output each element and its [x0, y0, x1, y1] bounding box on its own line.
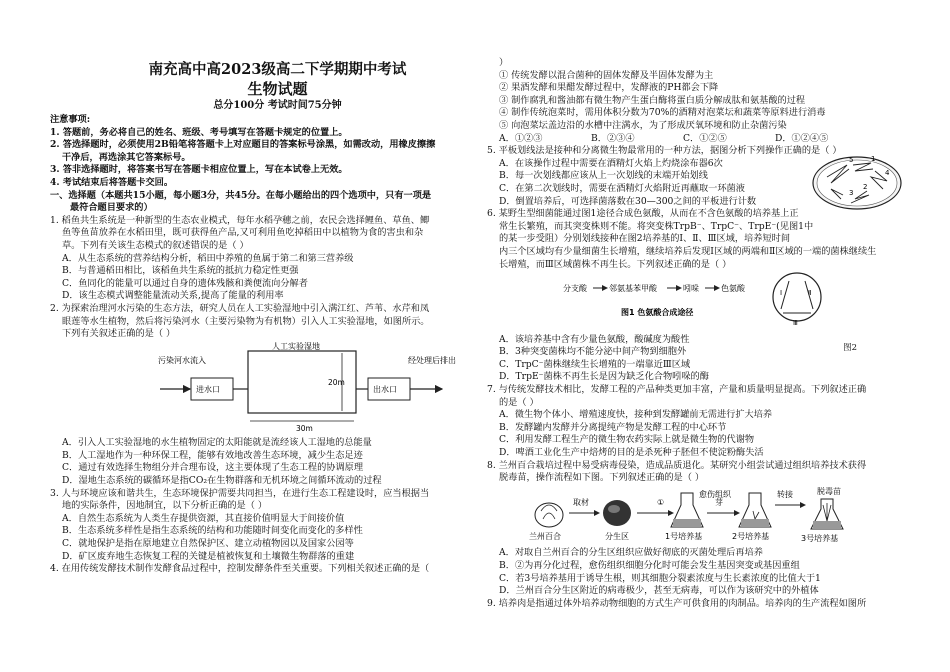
- question-5: [487, 145, 905, 208]
- question-stem: 9. 培养肉是指通过体外培养动物细胞的方式生产可供食用的肉制品。培养肉的生产流程如图所: [487, 597, 867, 609]
- exam-title: 南充高中高2023级高二下学期期中考试: [148, 61, 407, 78]
- option-d: D．矿区废弃地生态恢复工程的关键是植被恢复和土壤微生物群落的重建: [62, 550, 355, 562]
- note-item: 1. 答题前，务必将自己的姓名、班级、考号填写在答题卡规定的位置上。: [50, 126, 348, 138]
- height-label: 20m: [328, 377, 345, 387]
- figure1-caption: 图1 色氨酸合成途径: [621, 308, 694, 318]
- note-item: 3. 答非选择题时，将答案书写在答题卡相应位置上，写在本试卷上无效。: [50, 164, 348, 176]
- option-c: C．利用发酵工程生产的微生物农药实际上就是微生物的代谢物: [499, 434, 755, 446]
- zone-label: Ⅰ: [780, 289, 783, 298]
- option-d: D．兰州百合分生区附近的病毒极少，甚至无病毒，可以作为该研究中的外植体: [499, 585, 819, 597]
- question-stem: 8. 兰州百合栽培过程中易受病毒侵染，造成品质退化。某研究小组尝试通过组织培养技术获得: [487, 459, 867, 471]
- section-heading-cont: 最符合题目要求的）: [70, 202, 153, 214]
- flow-stage: 兰州百合: [529, 531, 561, 541]
- option-d: D．①②④⑤: [775, 132, 829, 144]
- option-d: D．TrpE⁻菌株不再生长是因为缺乏化合物吲哚的酶: [499, 371, 709, 383]
- option-d: D．该生态模式调整能量流动关系,提高了能量的利用率: [62, 290, 284, 302]
- option-a: A．自然生态系统为人类生存提供资源，其直接价值明显大于间接价值: [62, 512, 345, 524]
- plate-number: 4: [885, 169, 890, 178]
- plate-number: 1: [871, 155, 876, 164]
- question-7: [487, 384, 905, 460]
- option-b: B．发酵罐内发酵并分离提纯产物是发酵工程的中心环节: [499, 421, 727, 433]
- question-stem: 眼莲等水生植物，然后将污染河水（主要污染物为有机物）引入人工实验湿地，如图所示。: [62, 315, 430, 327]
- note-item: 4. 考试结束后将答题卡交回。: [50, 176, 174, 188]
- option-a: A．该培养基中含有少量色氨酸，酸碱度为酸性: [499, 333, 690, 345]
- plate-number: 2: [863, 183, 868, 192]
- option-b: B．②为再分化过程，愈伤组织细胞分化时可能会发生基因突变或基因重组: [499, 560, 800, 571]
- flow-stage: 2号培养基: [732, 531, 770, 541]
- option-a: A．从生态系统的营养结构分析，稻田中养殖的鱼属于第二和第三营养级: [62, 252, 354, 264]
- question-6: [487, 208, 905, 384]
- figure2-caption: 图2: [843, 343, 857, 354]
- flow-stage: 分生区: [605, 531, 629, 541]
- option-c: C．TrpC⁻菌株继续生长增殖的一端靠近Ⅲ区域: [499, 358, 691, 370]
- option-c: C．就地保护是指在原地建立自然保护区、建立动植物园以及国家公园等: [62, 538, 354, 550]
- note-item: 干净后，再选涂其它答案标号。: [62, 151, 191, 163]
- top-spacer: [487, 0, 905, 57]
- left-column: [50, 0, 465, 576]
- option-b: B．人工湿地作为一种环保工程，能够有效地改善生态环境，减少生态足迹: [62, 449, 363, 461]
- plate-number: 3: [849, 189, 854, 198]
- meristem-icon: [603, 500, 631, 526]
- question-stem: 4. 在用传统发酵技术制作发酵食品过程中，控制发酵条件至关重要。下列相关叙述正确的是（: [50, 563, 430, 575]
- option-b: B．生态系统多样性是指生态系统的结构和功能随时间变化而变化的多样性: [62, 525, 363, 537]
- option-b: B．与普通稻田相比，该稻鱼共生系统的抵抗力稳定性更强: [62, 265, 299, 277]
- notes-heading: 注意事项:: [50, 114, 91, 125]
- option-c: C．在第二次划线时，需要在酒精灯火焰附近再蘸取一环菌液: [499, 182, 745, 194]
- culture-flask-icon: [811, 499, 843, 529]
- question-stem: 地的实际条件，因地制宜，以下分析正确的是（ ）: [62, 500, 268, 512]
- question-stem: 7. 与传统发酵技术相比，发酵工程的产品种类更加丰富，产量和质量明显提高。下列叙述正确: [487, 384, 867, 396]
- question-stem: 内三个区域均有少量细菌生长增殖，继续培养后发现Ⅰ区域的两端和Ⅱ区域的一端的菌株继续生: [499, 245, 877, 257]
- zone-label: Ⅱ: [808, 289, 812, 298]
- right-column: [487, 0, 905, 610]
- statement-2: ② 果酒发酵和果醋发酵过程中，发酵液的PH都会下降: [499, 82, 719, 94]
- statement-3: ③ 制作腐乳和酱油都有微生物产生蛋白酶将蛋白质分解成肽和氨基酸的过程: [499, 94, 806, 106]
- culture-flask-icon: [739, 493, 771, 527]
- option-a: A．引入人工实验湿地的水生植物固定的太阳能就是流经该人工湿地的总能量: [62, 437, 372, 449]
- wetland-diagram: [50, 341, 465, 433]
- question-9: [487, 598, 905, 611]
- lily-bulb-icon: [535, 503, 563, 527]
- statement-1: ① 传统发酵以混合菌种的固体发酵及半固体发酵为主: [499, 69, 714, 81]
- flow-arrow-label: 取材: [573, 497, 589, 507]
- inlet-label: 进水口: [196, 384, 220, 394]
- option-a: A．对取自兰州百合的分生区组织应做好彻底的灭菌处理后再培养: [499, 547, 763, 559]
- question-stem: 下列有关叙述正确的是（ ）: [62, 328, 176, 340]
- plate-figure2: [773, 273, 821, 321]
- outlet-label: 出水口: [373, 384, 397, 394]
- question-stem: 6. 某野生型细菌能通过图1途径合成色氨酸，从而在不含色氨酸的培养基上正: [487, 208, 799, 220]
- option-d: D．啤酒工业化生产中焙烤的目的是杀死种子胚但不使淀粉酶失活: [499, 447, 764, 459]
- question-3: [50, 488, 465, 564]
- statement-4: ④ 制作传统泡菜时，需用体积分数为70%的酒精对泡菜坛和蔬菜等原料进行消毒: [499, 107, 826, 119]
- flow-arrow-label: ①: [657, 497, 665, 507]
- question-2: [50, 303, 465, 488]
- option-d: D．倒置培养后，可选择菌落数在30—300之间的平板进行计数: [499, 195, 757, 207]
- option-a: A．微生物个体小、增殖速度快，接种到发酵罐前无需进行扩大培养: [499, 409, 773, 421]
- option-a: A．①②③: [499, 132, 543, 144]
- width-label: 30m: [296, 423, 313, 433]
- outflow-label: 经处理后排出: [408, 355, 456, 365]
- plate-number: 5: [849, 156, 854, 165]
- option-b: B．②③④: [591, 132, 635, 144]
- question-stem: 常生长繁殖，而其突变株则不能。将突变株TrpB⁻、TrpC⁻、TrpE⁻(见图1中: [499, 220, 814, 232]
- q4-options: [487, 133, 905, 146]
- question-8: [487, 460, 905, 598]
- question-4: [50, 563, 465, 576]
- flow-arrow-label: 愈伤组织: [699, 489, 731, 499]
- pathway-step: 分支酸: [563, 284, 587, 294]
- question-stem: 1. 稻鱼共生系统是一种新型的生态农业模式，每年水稻孕穗之前，农民会选择鲤鱼、草鱼、鲫: [50, 214, 430, 226]
- flow-arrow-label: 转接: [777, 489, 793, 499]
- tissue-culture-flow: [487, 485, 905, 543]
- pathway-step: 色氨酸: [721, 284, 745, 294]
- option-a: A．在该操作过程中需要在酒精灯火焰上灼烧涂布器6次: [499, 157, 723, 169]
- option-c: C．通过有效选择生物组分并合理布设，这主要体现了生态工程的协调原理: [62, 462, 364, 474]
- statement-5: ⑤ 向泡菜坛盖边沿的水槽中注满水，为了形成厌氧环境和防止杂菌污染: [499, 119, 787, 131]
- pathway-step: 邻氨基苯甲酸: [609, 284, 657, 294]
- question-stem: 草。下列有关该生态模式的叙述错误的是（ ）: [62, 239, 249, 251]
- question-stem: 鱼等鱼苗放养在水稻田里，既可获得鱼产品,又可利用鱼吃掉稻田中以植物为食的害虫和杂: [62, 227, 424, 239]
- note-item: 2. 答选择题时，必须使用2B铅笔将答题卡上对应题目的答案标号涂黑，如需改动，用橡皮擦擦: [50, 139, 436, 151]
- question-stem: 长增殖，而Ⅲ区域菌株不再生长。下列叙述正确的是（ ）: [499, 258, 732, 270]
- option-b: B．每一次划线都应该从上一次划线的末端开始划线: [499, 170, 708, 182]
- option-b: B．3种突变菌株均不能分泌中间产物到细胞外: [499, 346, 687, 358]
- question-stem: 3. 人与环境应该和谐共生，生态环境保护需要共同担当，在进行生态工程建设时，应当根据当: [50, 487, 430, 499]
- streak-plate-diagram: [809, 149, 905, 213]
- flow-arrow-label: 芽: [715, 497, 723, 507]
- pathway-step: 吲哚: [683, 284, 699, 294]
- option-d: D．湿地生态系统的碳循环是指CO₂在生物群落和无机环境之间循环流动的过程: [62, 475, 382, 487]
- inflow-label: 污染河水流入: [158, 355, 206, 365]
- question-stem: 的某一步受阻）分别划线接种在图2培养基的Ⅰ、Ⅱ、Ⅲ区域，培养短时间: [499, 233, 791, 245]
- zone-label: Ⅲ: [793, 319, 798, 328]
- question-stem: 脱毒苗，操作流程如下图。下列叙述正确的是（ ）: [499, 472, 705, 484]
- flow-stage: 1号培养基: [665, 531, 703, 541]
- option-c: C．①②⑤: [683, 132, 727, 144]
- question-stem: 2. 为探索治理河水污染的生态方法，研究人员在人工实验湿地中引入满江红、芦苇、水芹和凤: [50, 302, 430, 314]
- tryptophan-pathway-figure: [487, 271, 905, 329]
- question-stem: ）: [499, 57, 509, 68]
- option-c: C．若3号培养基用于诱导生根，则其细胞分裂素浓度与生长素浓度的比值大于1: [499, 572, 821, 584]
- wetland-label: 人工实验湿地: [272, 341, 320, 351]
- question-1: [50, 215, 465, 303]
- option-c: C．鱼同化的能量可以通过自身的遗体残骸和粪便流向分解者: [62, 277, 308, 289]
- section-heading: 一、选择题（本题共15小题，每小题3分，共45分。在每小题给出的四个选项中，只有一项是: [50, 189, 432, 201]
- exam-meta: 总分100分 考试时间75分钟: [213, 100, 342, 111]
- exam-subtitle: 生物试题: [247, 80, 308, 98]
- question-stem: 的是（ ）: [499, 396, 539, 408]
- question-stem: 5. 平板划线法是接种和分离微生物最常用的一种方法，据图分析下列操作正确的是（ ）: [487, 145, 842, 157]
- flow-stage: 3号培养基: [801, 533, 839, 543]
- flow-arrow-label: 脱毒苗: [817, 486, 841, 496]
